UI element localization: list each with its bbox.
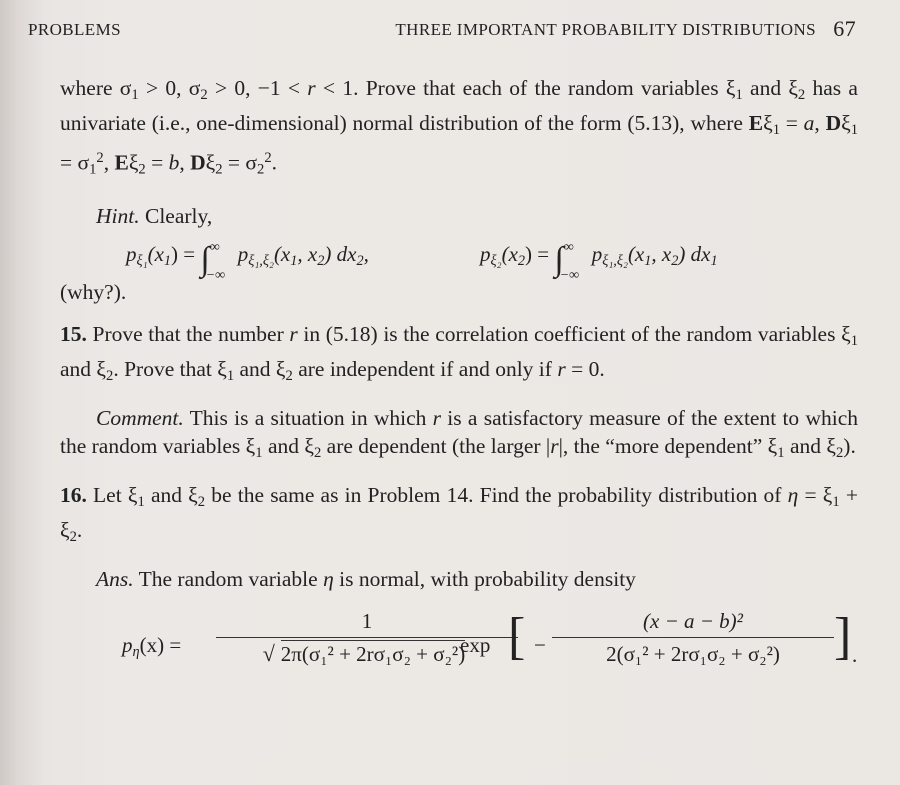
problem-14-continuation [60, 74, 858, 184]
page-number: 67 [833, 16, 856, 41]
problem-number: 16. [60, 482, 87, 507]
subscript: 2 [200, 87, 208, 104]
text-run: = [780, 111, 804, 136]
subscript: 2 [215, 161, 223, 178]
text-run: has a univariate (i.e., one-dimensional) normal distribution of the form (5.13), where [60, 76, 858, 136]
subscript: 2 [257, 161, 265, 178]
minus-sign: − [534, 632, 546, 657]
page-body [60, 74, 858, 685]
text-run: . [271, 150, 278, 175]
answer-label: Ans. [96, 566, 134, 591]
text-run: ξ [841, 111, 851, 136]
subscript: 2 [797, 87, 806, 104]
text-run: ξ [205, 150, 216, 175]
text-run: = σ [222, 150, 258, 175]
period: . [852, 642, 858, 667]
subscript: 2 [138, 161, 146, 178]
problem-number: 15. [60, 321, 87, 346]
subscript: 1 [772, 122, 780, 139]
integral-sign-icon: ∫ [200, 240, 210, 278]
text-run: = σ [60, 150, 90, 175]
text-run: < 1. Prove that each of the random variables ξ [315, 76, 736, 100]
fraction-denominator: 2(σ₁² + 2rσ₁σ₂ + σ₂²) [606, 641, 780, 666]
left-bracket: [ [508, 607, 526, 665]
problem-16: 16. Let $\xi_1$ and $\xi_2$ be the same as in Problem 14. Find the probability distribution of $\eta = \xi_1 + \xi_2$. [60, 482, 858, 545]
spacer [60, 184, 858, 202]
spacer [60, 593, 858, 607]
subscript: 1 [131, 87, 139, 104]
comment-label: Comment. [96, 405, 184, 430]
superscript: 2 [264, 150, 272, 167]
spacer [60, 390, 858, 404]
running-header [28, 18, 856, 42]
expectation-operator: E [748, 111, 764, 136]
fraction-numerator: 1 [361, 608, 373, 633]
variance-operator: D [825, 111, 842, 136]
equation-p-xi1: $p_{\xi_1}(x_1)$ = ∫ ∞ −∞ $p_{\xi_1,\xi_2}(x_1$, $x_2$) $dx_2$, [126, 239, 369, 283]
variable-a: a [803, 111, 815, 136]
exponent-fraction [552, 607, 834, 668]
variance-operator: D [190, 150, 206, 175]
expectation-operator: E [114, 150, 129, 175]
comment-paragraph: Comment. This is a situation in which r is a satisfactory measure of the extent to which the random variables $\xi_1$ and $\xi_2$ are dependent (the larger |r|, the “more dependent” $\xi_1$ and $\xi_2$). [60, 405, 858, 461]
sqrt-icon: √ 2π(σ₁² + 2rσ₁σ₂ + σ₂²) [269, 642, 465, 666]
text-run: > 0, −1 < [207, 76, 308, 100]
answer-paragraph: Ans. The random variable η is normal, with probability density [96, 566, 636, 591]
header-chapter-title: THREE IMPORTANT PROBABILITY DISTRIBUTIONS [395, 20, 816, 39]
hint-label: Hint. [96, 203, 140, 228]
text-run: where σ [60, 76, 132, 100]
subscript: 1 [735, 87, 743, 104]
density-formula [60, 607, 858, 685]
fraction-numerator: (x − a − b)² [643, 608, 743, 633]
spacer [60, 551, 858, 565]
text-run: , [103, 150, 115, 175]
formula-lhs: $p_\eta(x)$ = [122, 632, 182, 660]
subscript: 1 [850, 122, 859, 139]
problem-15: 15. Prove that the number r in (5.18) is the correlation coefficient of the random variables $\xi_1$ and $\xi_2$. Prove that $\xi_1$ and $\xi_2$ are independent if and only if r = 0. [60, 321, 859, 384]
integral-sign-icon: ∫ [554, 240, 564, 278]
variable-r: r [307, 76, 316, 100]
variable-b: b [168, 150, 180, 175]
header-section-title: PROBLEMS [28, 20, 121, 39]
marginal-density-equations [60, 230, 858, 283]
why-text: (why?). [60, 279, 127, 304]
equation-p-xi2: $p_{\xi_2}(x_2)$ = ∫ ∞ −∞ $p_{\xi_1,\xi_2}(x_1$, $x_2$) $dx_1$ [480, 239, 718, 283]
right-bracket: ] [834, 607, 852, 665]
spacer [60, 306, 858, 320]
text-run: ξ [763, 111, 773, 136]
subscript: 1 [89, 161, 97, 178]
text-run: , [179, 150, 191, 175]
text-run: , [814, 111, 826, 136]
text-run: > 0, σ [138, 76, 201, 100]
text-run: ξ [128, 150, 139, 175]
exp-function: exp [460, 632, 491, 657]
text-run: = [145, 150, 169, 175]
superscript: 2 [96, 150, 104, 167]
hint-text: Clearly, [139, 203, 213, 228]
text-run: and ξ [742, 76, 798, 100]
hint-paragraph [60, 202, 858, 230]
spacer [60, 467, 858, 481]
